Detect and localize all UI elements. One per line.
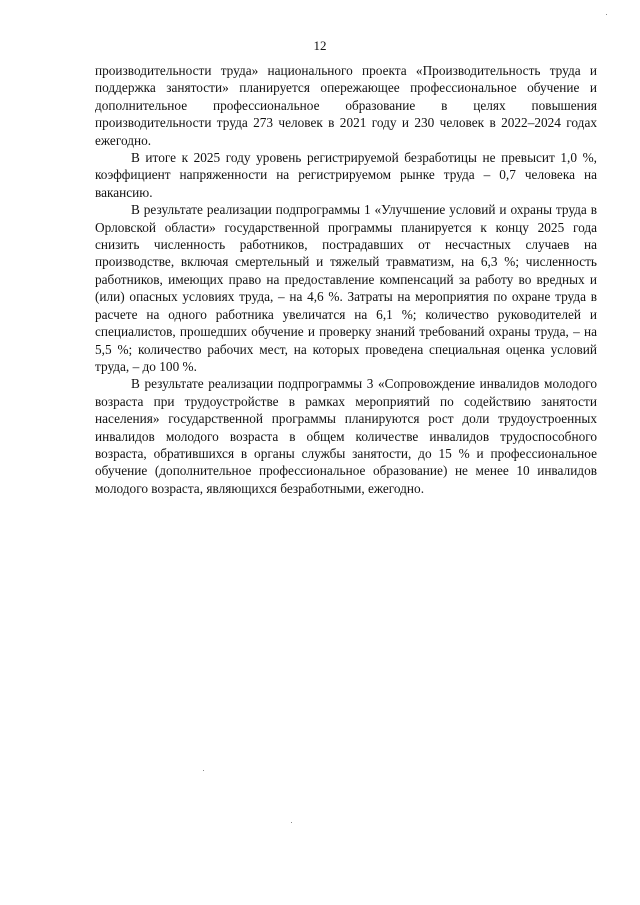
document-body bbox=[95, 62, 597, 497]
scan-speck bbox=[203, 770, 204, 771]
scan-speck bbox=[606, 14, 607, 15]
paragraph-subprogram-3-results: В результате реализации подпрограммы 3 «Сопровождение инвалидов молодого возраста при трудоустройстве в рамках мероприятий по содействию занятости населения» государственной программы планируются рост доли трудоустроенных инвалидов молодого возраста в общем количестве инвалидов трудоспособного возраста, обратившихся в органы службы занятости, до 15 % и профессиональное обучение (дополнительное профессиональное образование) не менее 10 инвалидов молодого возраста, являющихся безработными, ежегодно. bbox=[95, 376, 597, 496]
paragraph-subprogram-1-results: В результате реализации подпрограммы 1 «Улучшение условий и охраны труда в Орловской области» государственной программы планируется к концу 2025 года снизить численность работников, пострадавших от несчастных случаев на производстве, включая смертельный и тяжелый травматизм, на 6,3 %; численность работников, имеющих право на предоставление компенсаций за работу во вредных и (или) опасных условиях труда, – на 4,6 %. Затраты на мероприятия по охране труда в расчете на одного работника увеличатся на 6,1 %; количество руководителей и специалистов, прошедших обучение и проверку знаний требований охраны труда, – на 5,5 %; количество рабочих мест, на которых проведена специальная оценка условий труда, – до 100 %. bbox=[95, 202, 597, 374]
scan-speck bbox=[291, 822, 292, 823]
paragraph-continuation: производительности труда» национального проекта «Производительность труда и поддержка занятости» планируется опережающее профессиональное обучение и дополнительное профессиональное образование в целях повышения производительности труда 273 человек в 2021 году и 230 человек в 2022–2024 годах ежегодно. bbox=[95, 63, 597, 148]
paragraph-unemployment-forecast: В итоге к 2025 году уровень регистрируемой безработицы не превысит 1,0 %, коэффициент напряженности на регистрируемом рынке труда – 0,7 человека на вакансию. bbox=[95, 150, 597, 200]
page-number: 12 bbox=[313, 38, 327, 53]
